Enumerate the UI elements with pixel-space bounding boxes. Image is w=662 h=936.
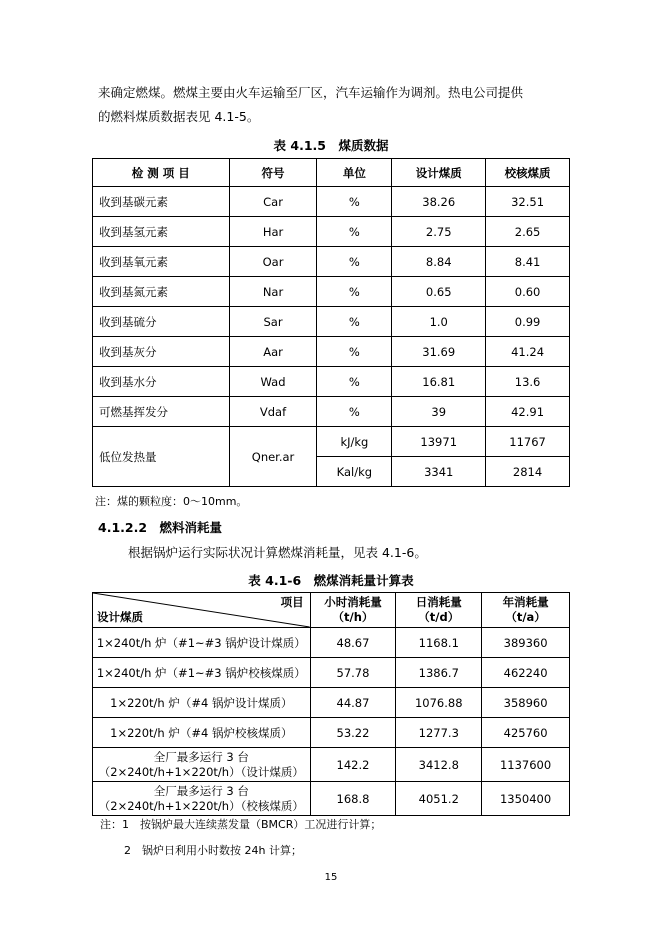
header-day-label: 日消耗量	[415, 595, 462, 609]
header-check: 校核煤质	[486, 159, 570, 187]
row-label	[93, 782, 311, 816]
table-row	[93, 782, 570, 816]
row-design: 31.69	[392, 337, 486, 367]
table-row	[93, 337, 570, 367]
header-year-label: 年消耗量	[502, 595, 549, 609]
row-year: 358960	[482, 688, 570, 718]
row-check: 8.41	[486, 247, 570, 277]
table-row	[93, 187, 570, 217]
row-name: 收到基水分	[93, 367, 230, 397]
header-year-unit: （t/a）	[505, 610, 546, 624]
table-row	[93, 718, 570, 748]
row-symbol: Aar	[229, 337, 317, 367]
table-header-row	[93, 159, 570, 187]
header-day-unit: （t/d）	[418, 610, 460, 624]
table-row	[93, 397, 570, 427]
row-hour: 57.78	[310, 658, 396, 688]
table-row	[93, 307, 570, 337]
table2-note-2: 2 锅炉日利用小时数按 24h 计算；	[124, 844, 302, 857]
row-design: 0.65	[392, 277, 486, 307]
row-check: 41.24	[486, 337, 570, 367]
table2-note-1: 注：1 按锅炉最大连续蒸发量（BMCR）工况进行计算；	[100, 818, 382, 831]
heat-design-kj: 13971	[392, 427, 486, 457]
heat-unit-kj: kJ/kg	[317, 427, 392, 457]
row-design: 39	[392, 397, 486, 427]
header-year	[482, 593, 570, 628]
row-check: 2.65	[486, 217, 570, 247]
header-symbol: 符号	[229, 159, 317, 187]
row-year: 1137600	[482, 748, 570, 782]
row-day: 1386.7	[396, 658, 482, 688]
heat-name: 低位发热量	[93, 427, 230, 487]
row-unit: %	[317, 337, 392, 367]
table-row	[93, 277, 570, 307]
corner-top-label: 项目	[280, 595, 304, 609]
row-symbol: Har	[229, 217, 317, 247]
row-unit: %	[317, 397, 392, 427]
row-label-line-1: 全厂最多运行 3 台	[153, 749, 249, 764]
row-day: 1168.1	[396, 628, 482, 658]
row-check: 0.60	[486, 277, 570, 307]
row-day: 3412.8	[396, 748, 482, 782]
row-name: 收到基氮元素	[93, 277, 230, 307]
row-label: 1×240t/h 炉（#1~#3 锅炉校核煤质）	[93, 658, 311, 688]
row-unit: %	[317, 367, 392, 397]
row-unit: %	[317, 217, 392, 247]
row-name: 收到基氢元素	[93, 217, 230, 247]
row-label-line-1: 全厂最多运行 3 台	[153, 783, 249, 798]
row-unit: %	[317, 187, 392, 217]
row-day: 1076.88	[396, 688, 482, 718]
row-label: 1×240t/h 炉（#1~#3 锅炉设计煤质）	[93, 628, 311, 658]
row-day: 4051.2	[396, 782, 482, 816]
page-number: 15	[324, 872, 338, 883]
row-label-line-2: （2×240t/h+1×220t/h）（设计煤质）	[98, 764, 304, 779]
row-symbol: Nar	[229, 277, 317, 307]
table2-caption: 表 4.1-6 燃煤消耗量计算表	[248, 573, 414, 588]
row-name: 收到基氧元素	[93, 247, 230, 277]
row-name: 收到基碳元素	[93, 187, 230, 217]
table-header-row	[93, 593, 570, 628]
row-label-line-2: （2×240t/h+1×220t/h）（校核煤质）	[98, 798, 304, 813]
row-label: 1×220t/h 炉（#4 锅炉设计煤质）	[93, 688, 311, 718]
intro-line-1: 来确定燃煤。燃煤主要由火车运输至厂区，汽车运输作为调剂。热电公司提供	[98, 85, 524, 100]
row-hour: 48.67	[310, 628, 396, 658]
row-name: 可燃基挥发分	[93, 397, 230, 427]
row-year: 1350400	[482, 782, 570, 816]
row-design: 1.0	[392, 307, 486, 337]
heat-design-kal: 3341	[392, 457, 486, 487]
row-hour: 44.87	[310, 688, 396, 718]
row-design: 16.81	[392, 367, 486, 397]
row-hour: 53.22	[310, 718, 396, 748]
header-hour	[310, 593, 396, 628]
row-design: 2.75	[392, 217, 486, 247]
row-symbol: Car	[229, 187, 317, 217]
table1-caption: 表 4.1.5 煤质数据	[273, 138, 389, 153]
heat-unit-kal: Kal/kg	[317, 457, 392, 487]
row-year: 462240	[482, 658, 570, 688]
section-text: 根据锅炉运行实际状况计算燃煤消耗量，见表 4.1-6。	[128, 545, 427, 560]
coal-quality-table	[92, 158, 570, 487]
header-unit: 单位	[317, 159, 392, 187]
row-day: 1277.3	[396, 718, 482, 748]
heat-check-kal: 2814	[486, 457, 570, 487]
row-symbol: Oar	[229, 247, 317, 277]
row-check: 32.51	[486, 187, 570, 217]
corner-cell	[93, 593, 311, 628]
table-row	[93, 658, 570, 688]
header-design: 设计煤质	[392, 159, 486, 187]
row-symbol: Wad	[229, 367, 317, 397]
row-symbol: Sar	[229, 307, 317, 337]
coal-consumption-table	[92, 592, 570, 816]
row-design: 8.84	[392, 247, 486, 277]
corner-bottom-label: 设计煤质	[97, 610, 143, 624]
row-hour: 142.2	[310, 748, 396, 782]
table-row	[93, 427, 570, 457]
row-symbol: Vdaf	[229, 397, 317, 427]
table-row	[93, 367, 570, 397]
header-item: 检 测 项 目	[93, 159, 230, 187]
row-unit: %	[317, 247, 392, 277]
heat-symbol: Qner.ar	[229, 427, 317, 487]
table-row	[93, 247, 570, 277]
row-year: 425760	[482, 718, 570, 748]
row-label: 1×220t/h 炉（#4 锅炉校核煤质）	[93, 718, 311, 748]
table1-note: 注：煤的颗粒度：0～10mm。	[95, 495, 248, 508]
table-row	[93, 688, 570, 718]
row-hour: 168.8	[310, 782, 396, 816]
table-row	[93, 628, 570, 658]
row-unit: %	[317, 277, 392, 307]
header-hour-label: 小时消耗量	[324, 595, 382, 609]
row-check: 13.6	[486, 367, 570, 397]
row-name: 收到基硫分	[93, 307, 230, 337]
heat-check-kj: 11767	[486, 427, 570, 457]
row-check: 42.91	[486, 397, 570, 427]
row-name: 收到基灰分	[93, 337, 230, 367]
header-hour-unit: （t/h）	[332, 610, 374, 624]
row-year: 389360	[482, 628, 570, 658]
section-heading: 4.1.2.2 燃料消耗量	[98, 520, 223, 535]
row-design: 38.26	[392, 187, 486, 217]
table-row	[93, 217, 570, 247]
intro-line-2: 的燃料煤质数据表见 4.1-5。	[98, 109, 260, 124]
row-unit: %	[317, 307, 392, 337]
row-label	[93, 748, 311, 782]
row-check: 0.99	[486, 307, 570, 337]
table-row	[93, 748, 570, 782]
header-day	[396, 593, 482, 628]
